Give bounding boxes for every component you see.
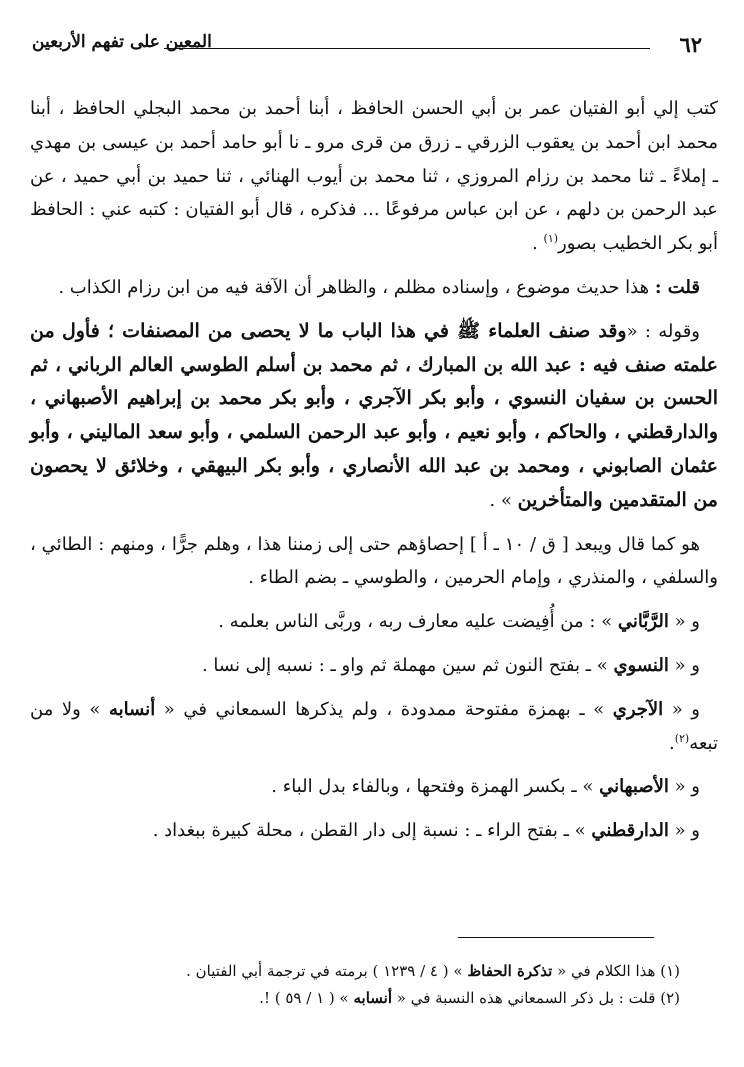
page-header (32, 30, 702, 64)
term-asbahani: و « الأصبهاني » ـ بكسر الهمزة وفتحها ، وبالفاء بدل الباء . (271, 776, 700, 798)
qultu-text: هذا حديث موضوع ، وإسناده مظلم ، والظاهر أن الآفة فيه من ابن رزام الكذاب . (58, 276, 655, 298)
qultu-label: قلت : (654, 276, 700, 298)
text-line: محمد ابن أحمد بن يعقوب الزرقي ـ زرق من قرى مرو ـ نا أبو حامد أحمد بن عيسى بن (77, 131, 718, 153)
text-line: هو كما قال ويبعد [ ق / ١٠ ـ أ ] إحصاؤهم حتى إلى زمننا هذا ، وهلم جرًّا ، (160, 533, 700, 555)
quote-line: والدارقطني ، والحاكم ، وأبو نعيم ، وأبو عبد الرحمن السلمي ، وأبو سعد الماليني ، وأبو (30, 421, 718, 444)
main-text (30, 92, 718, 848)
book-title: أنسابه (353, 989, 392, 1007)
quote-line: وقد صنف العلماء ﷺ في هذا الباب ما لا يحصى من المصنفات ؛ فأول (61, 319, 627, 342)
term-ajurri: و « الآجري » ـ بهمزة مفتوحة ممدودة ، ولم يذكرها السمعاني في « أنسابه » ولا من تبعه$^{(٢)}$. (30, 698, 718, 754)
footnote-1: (١) هذا الكلام في « تذكرة الحفاظ » ( ٤ / ١٢٣٩ ) برمته في ترجمة أبي الفتيان . (186, 962, 680, 980)
term-daraqutni: و « الدارقطني » ـ بفتح الراء ـ : نسبة إلى دار القطن ، محلة كبيرة ببغداد . (152, 820, 700, 842)
text-line: من تبعه (30, 698, 718, 754)
page-number: ٦٢ (679, 32, 702, 57)
text-line: ومنهم : الطائي ، والسلفي ، والمنذري ، وإمام الحرمين ، والطوسي ـ بضم الطاء . (30, 533, 718, 589)
footnotes (60, 958, 680, 1012)
footnote-separator (458, 937, 654, 938)
text-line: مهدي ـ إملاءً ـ ثنا محمد بن رزام المروزي ، ثنا محمد بن أيوب الهنائي ، ثنا حميد بن أبي (30, 131, 719, 187)
term-nasawi: و « النسوي » ـ بفتح النون ثم سين مهملة ثم واو ـ : نسبه إلى نسا . (201, 654, 700, 676)
text-line: عني : الحافظ أبو بكر الخطيب بصور (30, 199, 718, 255)
quote-lead: وقوله : « (626, 320, 700, 342)
quote-close: » . (489, 489, 518, 511)
quote-line: من علمته صنف فيه : عبد الله بن المبارك ، ثم محمد بن أسلم الطوسي العالم الرباني ، ثم (30, 319, 718, 376)
quote-line: الحسن بن سفيان النسوي ، وأبو بكر الآجري ، وأبو بكر محمد بن إبراهيم الأصبهاني ، (30, 387, 718, 410)
footnote-number: (٢) (660, 989, 680, 1007)
footnote-2: (٢) قلت : بل ذكر السمعاني هذه النسبة في « أنسابه » ( ١ / ٥٩ ) !. (259, 989, 680, 1007)
term-word: الدارقطني (591, 820, 669, 842)
text-line: حميد ، عن عبد الرحمن بن دلهم ، عن ابن عباس مرفوعًا ... فذكره ، قال أبو الفتيان : كتبه (30, 165, 718, 221)
footnote-ref-2[interactable]: (٢) (674, 731, 690, 745)
footnote-ref-1[interactable]: (١) (543, 232, 559, 246)
term-word: الأصبهاني (599, 776, 669, 798)
paragraph-qultu (30, 271, 718, 305)
term-rabbani: و « الرَّبَّاني » : من أُفِيضت عليه معارف ربه ، وربَّى الناس بعلمه . (218, 611, 700, 633)
text-line-end: . (532, 233, 544, 255)
term-word: الآجري (612, 698, 664, 720)
quote-line: عثمان الصابوني ، ومحمد بن عبد الله الأنصاري ، وأبو بكر البيهقي ، وخلائق لا يحصون (30, 454, 718, 477)
book-title-ansab: أنسابه (108, 698, 156, 720)
text-line: كتب إلي أبو الفتيان عمر بن أبي الحسن الحافظ ، أبنا أحمد بن محمد البجلي الحافظ ، أبنا (30, 98, 718, 119)
term-word: الرَّبَّاني (617, 611, 669, 633)
paragraph-quote (30, 315, 718, 518)
footnote-number: (١) (660, 962, 680, 980)
header-rule (164, 48, 650, 49)
paragraph-commentary (30, 528, 718, 596)
book-title: تذكرة الحفاظ (467, 962, 553, 980)
running-title: المعين على تفهم الأربعين (32, 32, 212, 52)
term-word: النسوي (613, 654, 669, 676)
paragraph-isnad (30, 92, 718, 261)
quote-line: من المتقدمين والمتأخرين (517, 488, 718, 511)
